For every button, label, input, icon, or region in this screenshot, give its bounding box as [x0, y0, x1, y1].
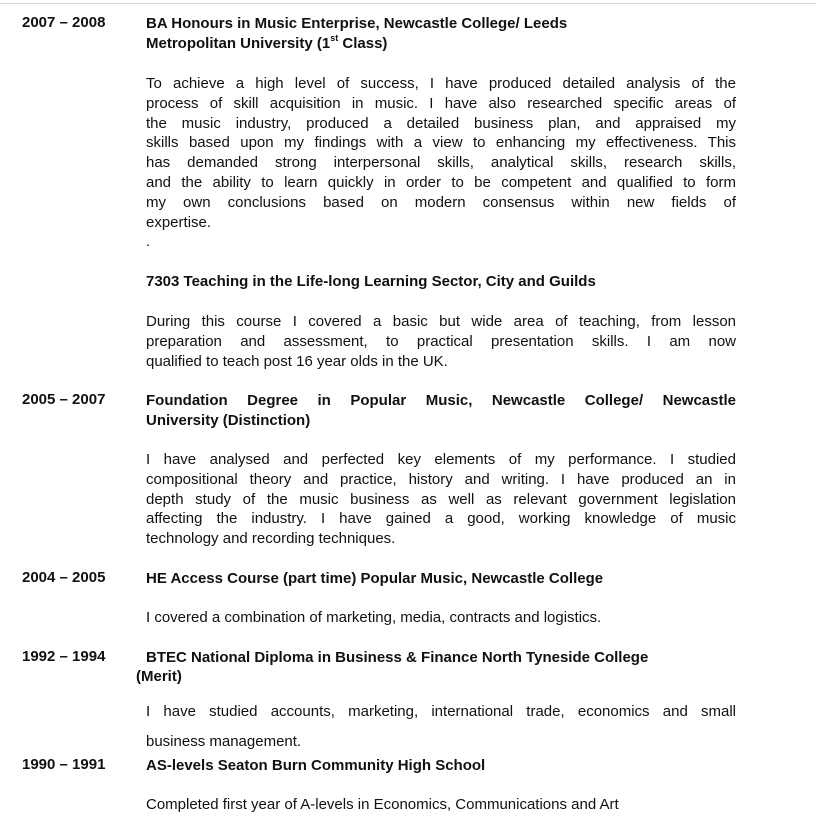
- description-line: affecting the industry. I have gained a good, working knowledge of music: [146, 510, 736, 528]
- entry-dates: 2007 – 2008: [22, 14, 106, 31]
- description-line: qualified to teach post 16 year olds in the UK.: [146, 352, 448, 370]
- entry-dates: 1990 – 1991: [22, 756, 106, 773]
- sub-course-title: 7303 Teaching in the Life-long Learning Sector, City and Guilds: [146, 273, 596, 290]
- entry-description: [146, 450, 736, 549]
- ordinal-superscript: st: [330, 33, 339, 43]
- description-line: During this course I covered a basic but wide area of teaching, from lesson: [146, 313, 736, 330]
- description-line: technology and recording techniques.: [146, 530, 396, 548]
- entry-title-text: Class): [338, 35, 388, 52]
- description-line: I covered a combination of marketing, media, contracts and logistics.: [146, 609, 602, 626]
- description-line: depth study of the music business as well as relevant government legislation: [146, 490, 736, 508]
- entry-dates: 2004 – 2005: [22, 569, 106, 586]
- description-line: has demanded strong interpersonal skills, analytical skills, research skills,: [146, 154, 736, 172]
- entry-title: [146, 391, 736, 431]
- description-line: preparation and assessment, to practical presentation skills. I am now: [146, 332, 736, 350]
- description-line: business management.: [146, 733, 302, 750]
- entry-title-line1: BA Honours in Music Enterprise, Newcastle College/ Leeds: [146, 15, 568, 32]
- description-line: I have studied accounts, marketing, international trade, economics and small: [146, 703, 736, 720]
- description-line: compositional theory and practice, history and writing. I have produced an in: [146, 470, 736, 488]
- description-line: Completed first year of A-levels in Economics, Communications and Art: [146, 796, 619, 813]
- entry-title-line1: Foundation Degree in Popular Music, Newcastle College/ Newcastle: [146, 392, 736, 409]
- entry-title-line1: AS-levels Seaton Burn Community High School: [146, 757, 486, 774]
- description-line: I have analysed and perfected key elements of my performance. I studied: [146, 451, 736, 468]
- description-line: process of skill acquisition in music. I have also researched specific areas of: [146, 94, 736, 112]
- entry-title-line1: BTEC National Diploma in Business & Finance North Tyneside College: [146, 649, 649, 666]
- entry-description: [146, 608, 736, 628]
- description-line: expertise.: [146, 213, 212, 231]
- entry-title-line2: (Merit): [136, 668, 182, 685]
- description-line: the music industry, produced a detailed business plan, and appraised my: [146, 114, 736, 132]
- entry-description: [146, 74, 736, 252]
- entry-dates: 1992 – 1994: [22, 648, 106, 665]
- description-line: and the ability to learn quickly in order to be competent and qualified to form: [146, 173, 736, 191]
- sub-course-description: [146, 312, 736, 371]
- top-divider: [0, 3, 816, 4]
- entry-title-line2: University (Distinction): [146, 411, 311, 429]
- entry-description: [146, 697, 736, 757]
- entry-title-line1: HE Access Course (part time) Popular Music, Newcastle College: [146, 570, 604, 587]
- entry-title-text: Metropolitan University (1: [146, 35, 331, 52]
- description-line: skills based upon my findings with a view to enhancing my effectiveness. This: [146, 134, 736, 152]
- description-line: my own conclusions based on modern consensus within new fields of: [146, 193, 736, 211]
- entry-dates: 2005 – 2007: [22, 391, 106, 408]
- stray-mark: .: [146, 233, 151, 251]
- entry-description: [146, 795, 736, 815]
- entry-title-line2: [146, 34, 387, 54]
- description-line: To achieve a high level of success, I have produced detailed analysis of the: [146, 75, 736, 92]
